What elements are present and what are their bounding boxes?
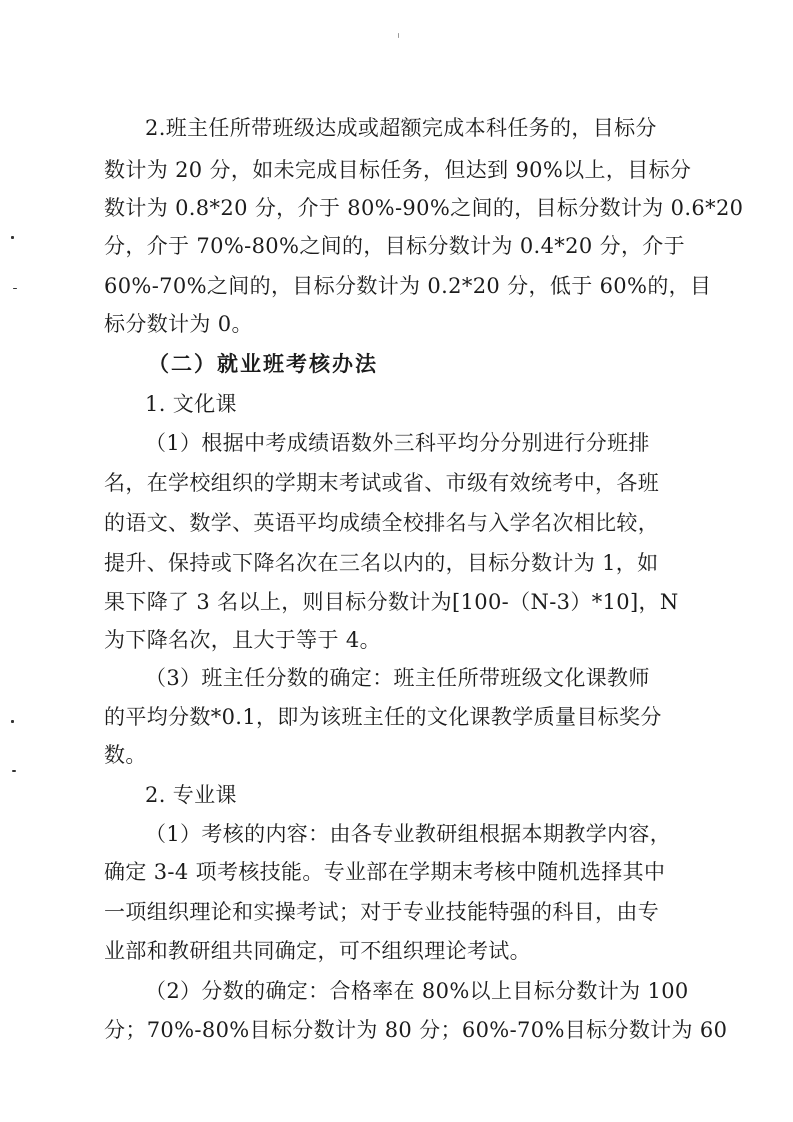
scan-speck [12, 770, 16, 772]
paragraph-line: 标分数计为 0。 [104, 312, 253, 336]
paragraph-line: 一项组织理论和实操考试；对于专业技能特强的科目，由专 [104, 900, 660, 924]
paragraph-line: 数计为 20 分，如未完成目标任务，但达到 90%以上，目标分 [104, 158, 692, 182]
scan-speck [13, 288, 17, 289]
paragraph-line: 的语文、数学、英语平均成绩全校排名与入学名次相比较， [104, 511, 660, 535]
paragraph-line: 60%-70%之间的，目标分数计为 0.2*20 分，低于 60%的，目 [104, 274, 712, 298]
paragraph-line: 分；70%-80%目标分数计为 80 分；60%-70%目标分数计为 60 [104, 1018, 728, 1042]
paragraph-line: （3）班主任分数的确定：班主任所带班级文化课教师 [145, 666, 650, 690]
scan-speck [11, 236, 14, 239]
paragraph-line: 数。 [104, 743, 147, 767]
paragraph-line: 的平均分数*0.1，即为该班主任的文化课教学质量目标奖分 [104, 705, 662, 729]
scan-speck [11, 720, 14, 723]
paragraph-line: 果下降了 3 名以上，则目标分数计为[100-（N-3）*10]，N [104, 590, 679, 614]
paragraph-line: 分，介于 70%-80%之间的，目标分数计为 0.4*20 分，介于 [104, 234, 685, 258]
subsection-heading: 2. 专业课 [145, 783, 237, 807]
paragraph-line: （1）考核的内容：由各专业教研组根据本期教学内容， [145, 822, 672, 846]
paragraph-line: 确定 3-4 项考核技能。专业部在学期末考核中随机选择其中 [104, 860, 666, 884]
subsection-heading: 1. 文化课 [145, 392, 237, 416]
paragraph-line: 为下降名次，且大于等于 4。 [104, 628, 381, 652]
paragraph-line: 业部和教研组共同确定，可不组织理论考试。 [104, 939, 531, 963]
scan-speck [398, 33, 399, 38]
paragraph-line: 数计为 0.8*20 分，介于 80%-90%之间的，目标分数计为 0.6*20 [104, 196, 744, 220]
paragraph-line: （1）根据中考成绩语数外三科平均分分别进行分班排 [145, 431, 650, 455]
paragraph-line: 名，在学校组织的学期末考试或省、市级有效统考中，各班 [104, 471, 660, 495]
section-heading: （二）就业班考核办法 [148, 351, 378, 376]
paragraph-line: 提升、保持或下降名次在三名以内的，目标分数计为 1，如 [104, 551, 659, 575]
paragraph-line: 2.班主任所带班级达成或超额完成本科任务的，目标分 [145, 116, 657, 140]
paragraph-line: （2）分数的确定：合格率在 80%以上目标分数计为 100 [145, 979, 689, 1003]
